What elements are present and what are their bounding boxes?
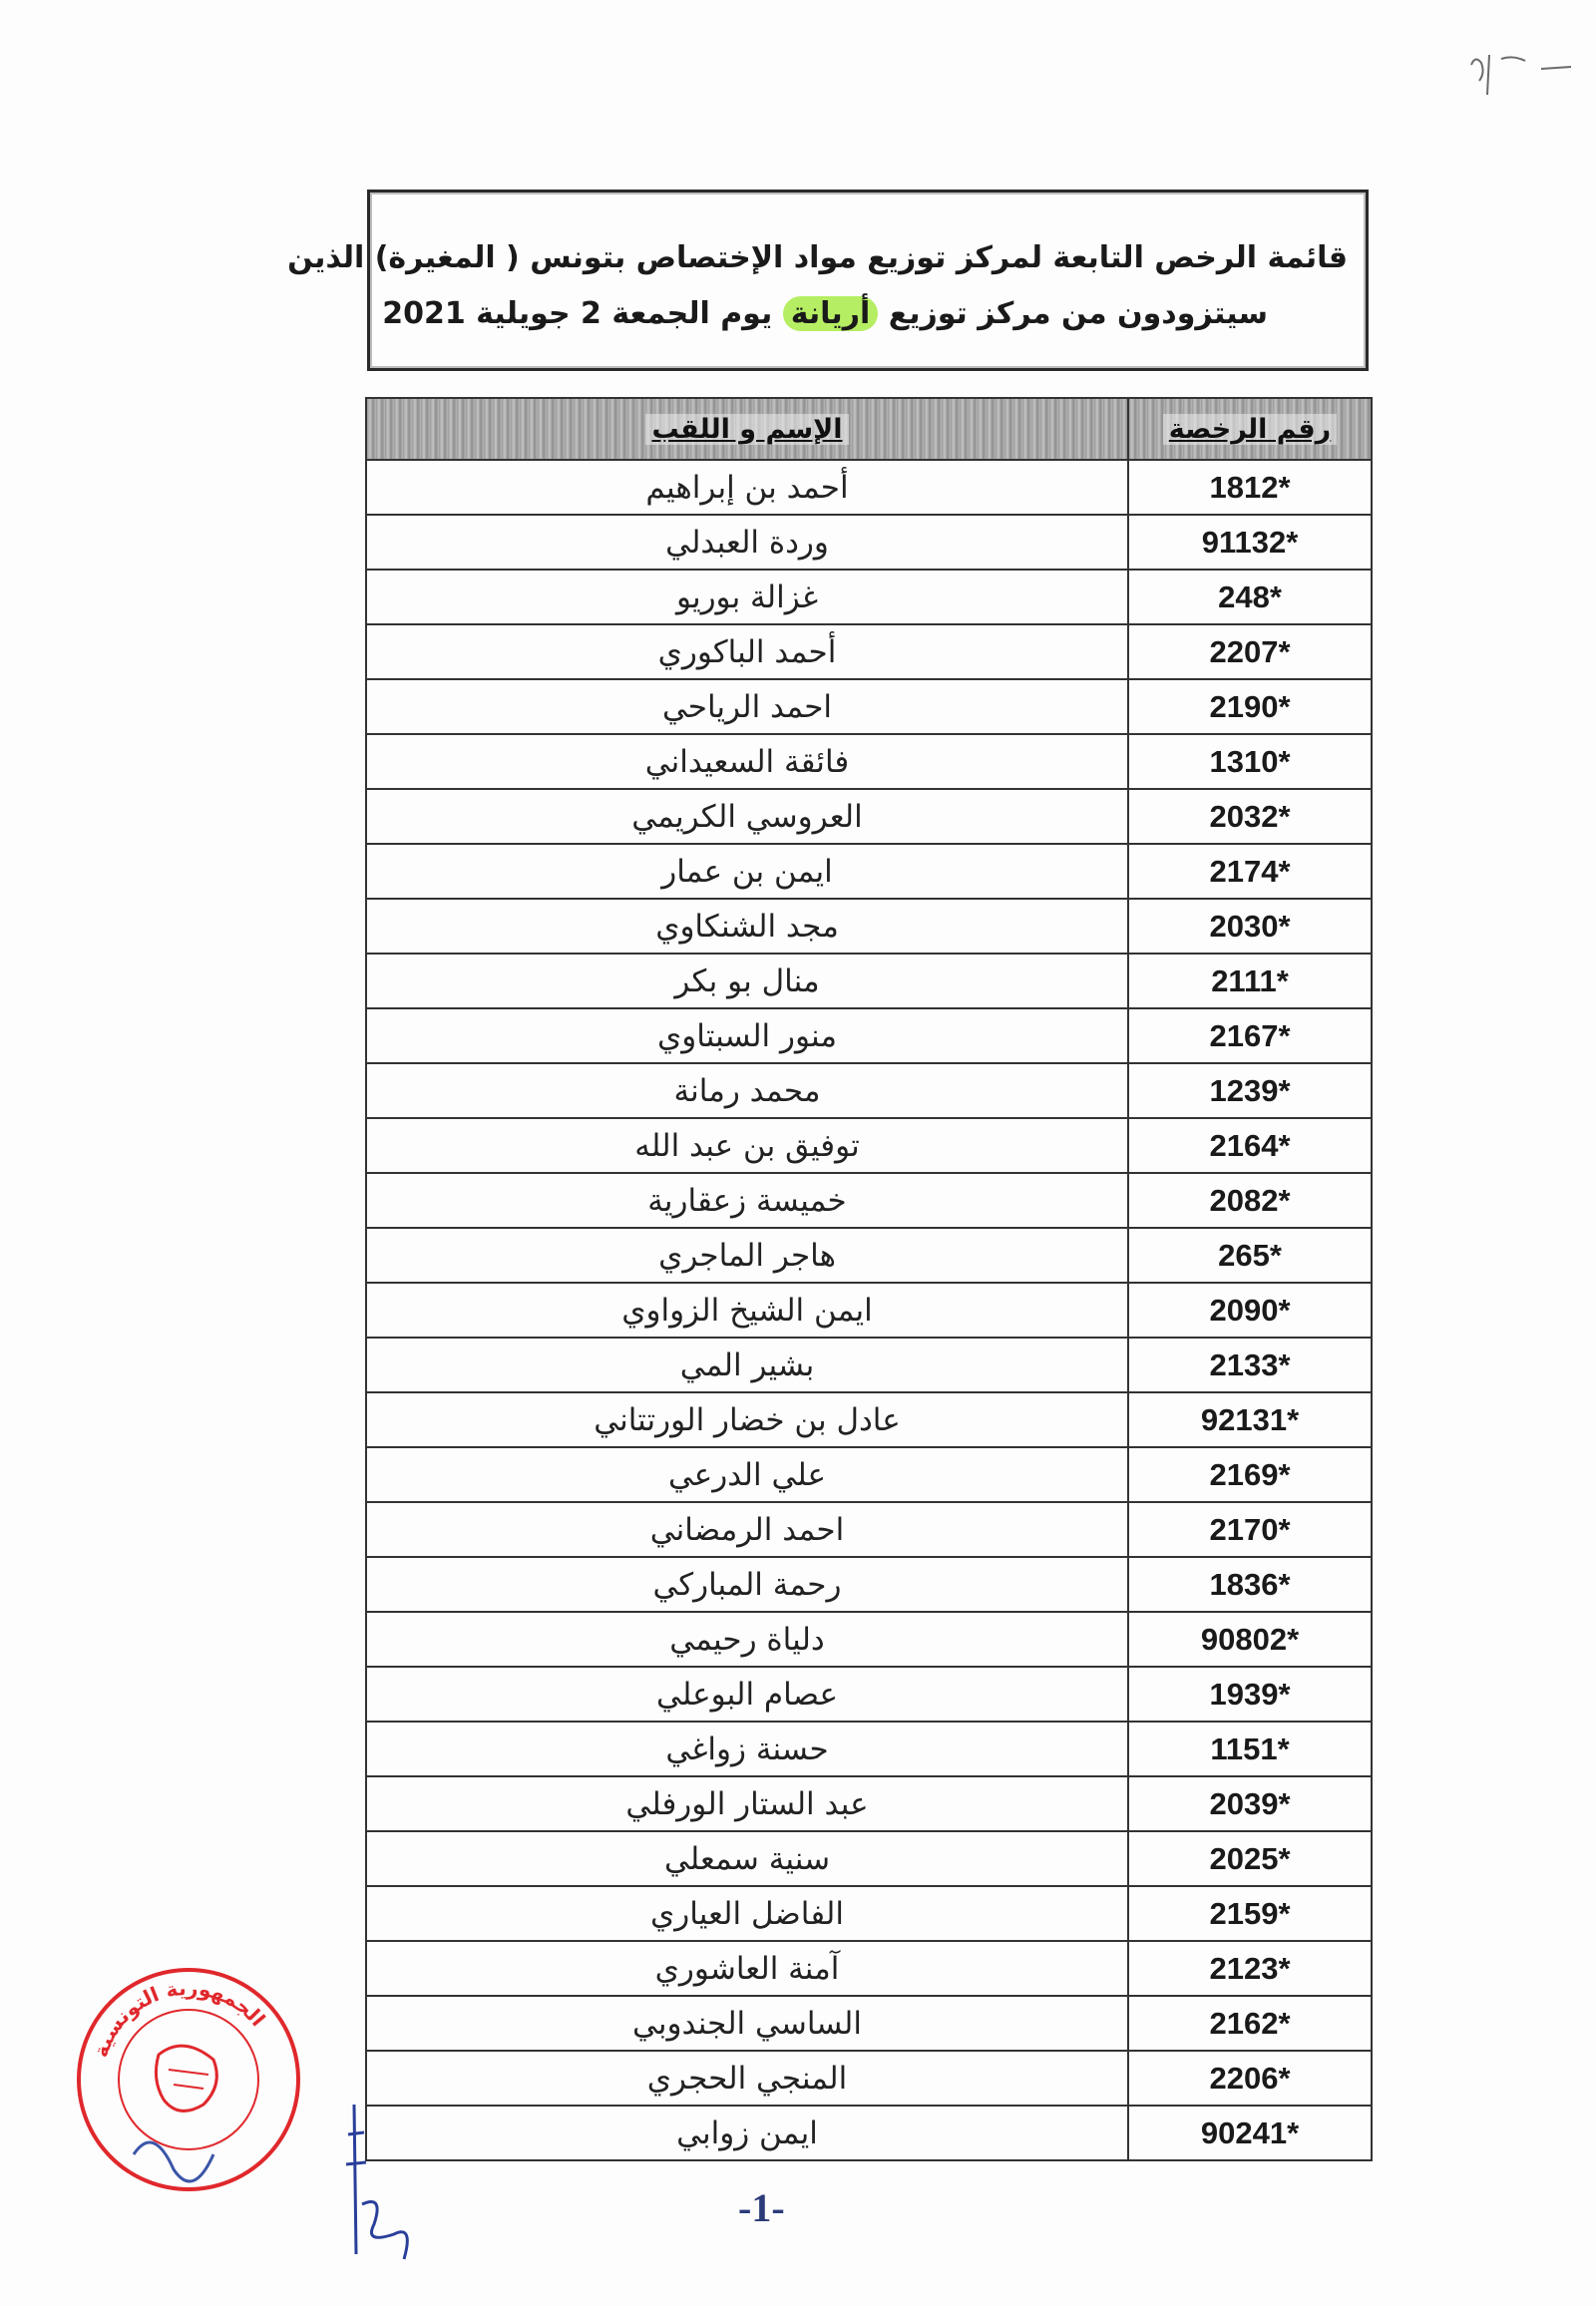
holder-name-cell: الفاضل العياري [366, 1886, 1128, 1941]
table-row [366, 624, 1372, 679]
table-row [366, 460, 1372, 515]
holder-name-cell: رحمة المباركي [366, 1557, 1128, 1612]
license-holders-table [365, 397, 1373, 2161]
table-row [366, 954, 1372, 1008]
title-line-2 [382, 286, 1348, 342]
table-header-row [366, 398, 1372, 460]
table-row [366, 1502, 1372, 1557]
license-number-cell: 2162* [1128, 1996, 1372, 2051]
holder-name-cell: محمد رمانة [366, 1063, 1128, 1118]
table-row [366, 1118, 1372, 1173]
table-row [366, 1173, 1372, 1228]
document-title-box [287, 190, 1369, 371]
table-row [366, 1008, 1372, 1063]
holder-name-cell: بشير المي [366, 1338, 1128, 1392]
table-row [366, 679, 1372, 734]
highlighted-center-name: أريانة [783, 296, 879, 331]
table-row [366, 515, 1372, 570]
table-row [366, 1283, 1372, 1338]
table-row [366, 2106, 1372, 2160]
license-number-cell: 2025* [1128, 1831, 1372, 1886]
holder-name-cell: عبد الستار الورفلي [366, 1776, 1128, 1831]
license-number-cell: 2032* [1128, 789, 1372, 844]
license-number-cell: 2164* [1128, 1118, 1372, 1173]
holder-name-cell: هاجر الماجري [366, 1228, 1128, 1283]
holder-name-cell: مجد الشنكاوي [366, 899, 1128, 954]
license-number-cell: 2169* [1128, 1447, 1372, 1502]
holder-name-cell: خميسة زعقارية [366, 1173, 1128, 1228]
license-number-cell: 265* [1128, 1228, 1372, 1283]
holder-name-cell: عصام البوعلي [366, 1667, 1128, 1722]
page-number: -1- [738, 2185, 785, 2230]
license-number-cell: 2039* [1128, 1776, 1372, 1831]
license-number-cell: 2170* [1128, 1502, 1372, 1557]
license-number-cell: 1239* [1128, 1063, 1372, 1118]
holder-name-cell: حسنة زواغي [366, 1722, 1128, 1776]
table-row [366, 1612, 1372, 1667]
holder-name-cell: الساسي الجندوبي [366, 1996, 1128, 2051]
table-row [366, 1831, 1372, 1886]
license-number-cell: 2123* [1128, 1941, 1372, 1996]
title-line-1: قائمة الرخص التابعة لمركز توزيع مواد الإختصاص بتونس ( المغيرة) الذين [287, 240, 1348, 275]
handwritten-corner-mark [1451, 25, 1591, 105]
holder-name-cell: دلياة رحيمي [366, 1612, 1128, 1667]
license-number-cell: 2111* [1128, 954, 1372, 1008]
holder-name-cell: ايمن زوابي [366, 2106, 1128, 2160]
table-row [366, 789, 1372, 844]
holder-name-cell: توفيق بن عبد الله [366, 1118, 1128, 1173]
license-number-cell: 2174* [1128, 844, 1372, 899]
official-stamp [64, 1955, 313, 2204]
license-number-cell: 2190* [1128, 679, 1372, 734]
holder-name-cell: وردة العبدلي [366, 515, 1128, 570]
table-row [366, 1447, 1372, 1502]
signature [334, 2095, 444, 2294]
holder-name-cell: ايمن الشيخ الزواوي [366, 1283, 1128, 1338]
title-line-2-start: سيتزودون من مركز توزيع [878, 296, 1268, 331]
license-number-cell: 1812* [1128, 460, 1372, 515]
table-row [366, 1667, 1372, 1722]
table-row [366, 899, 1372, 954]
holder-name-cell: احمد الرياحي [366, 679, 1128, 734]
table-row [366, 1776, 1372, 1831]
title-line-2-end: يوم الجمعة 2 جويلية 2021 [382, 296, 783, 331]
column-header-license: رقم الرخصة [1128, 398, 1372, 460]
holder-name-cell: سنية سمعلي [366, 1831, 1128, 1886]
license-number-cell: 2206* [1128, 2051, 1372, 2106]
holder-name-cell: فائقة السعيداني [366, 734, 1128, 789]
license-number-cell: 2030* [1128, 899, 1372, 954]
table-row [366, 1063, 1372, 1118]
table-row [366, 1338, 1372, 1392]
holder-name-cell: أحمد بن إبراهيم [366, 460, 1128, 515]
license-number-cell: 1310* [1128, 734, 1372, 789]
holder-name-cell: العروسي الكريمي [366, 789, 1128, 844]
holder-name-cell: غزالة بوريو [366, 570, 1128, 624]
table-row [366, 1228, 1372, 1283]
license-number-cell: 91132* [1128, 515, 1372, 570]
table-row [366, 1941, 1372, 1996]
license-number-cell: 90241* [1128, 2106, 1372, 2160]
table-row [366, 570, 1372, 624]
license-number-cell: 90802* [1128, 1612, 1372, 1667]
holder-name-cell: ايمن بن عمار [366, 844, 1128, 899]
table-row [366, 1886, 1372, 1941]
holder-name-cell: أحمد الباكوري [366, 624, 1128, 679]
holder-name-cell: منال بو بكر [366, 954, 1128, 1008]
license-number-cell: 2082* [1128, 1173, 1372, 1228]
license-number-cell: 2159* [1128, 1886, 1372, 1941]
license-number-cell: 2207* [1128, 624, 1372, 679]
table-row [366, 1996, 1372, 2051]
holder-name-cell: المنجي الحجري [366, 2051, 1128, 2106]
column-header-name: الإسم و اللقب [366, 398, 1128, 460]
table-row [366, 2051, 1372, 2106]
license-number-cell: 2090* [1128, 1283, 1372, 1338]
holder-name-cell: علي الدرعي [366, 1447, 1128, 1502]
license-number-cell: 2167* [1128, 1008, 1372, 1063]
holder-name-cell: منور السبتاوي [366, 1008, 1128, 1063]
table-row [366, 734, 1372, 789]
license-number-cell: 1151* [1128, 1722, 1372, 1776]
svg-text:الجمهورية التونسية: الجمهورية التونسية [88, 1975, 270, 2061]
table-row [366, 1392, 1372, 1447]
table-row [366, 1557, 1372, 1612]
holder-name-cell: آمنة العاشوري [366, 1941, 1128, 1996]
license-number-cell: 92131* [1128, 1392, 1372, 1447]
license-number-cell: 1939* [1128, 1667, 1372, 1722]
holder-name-cell: احمد الرمضاني [366, 1502, 1128, 1557]
table-row [366, 844, 1372, 899]
license-number-cell: 2133* [1128, 1338, 1372, 1392]
holder-name-cell: عادل بن خضار الورتتاني [366, 1392, 1128, 1447]
license-number-cell: 1836* [1128, 1557, 1372, 1612]
table-row [366, 1722, 1372, 1776]
license-number-cell: 248* [1128, 570, 1372, 624]
